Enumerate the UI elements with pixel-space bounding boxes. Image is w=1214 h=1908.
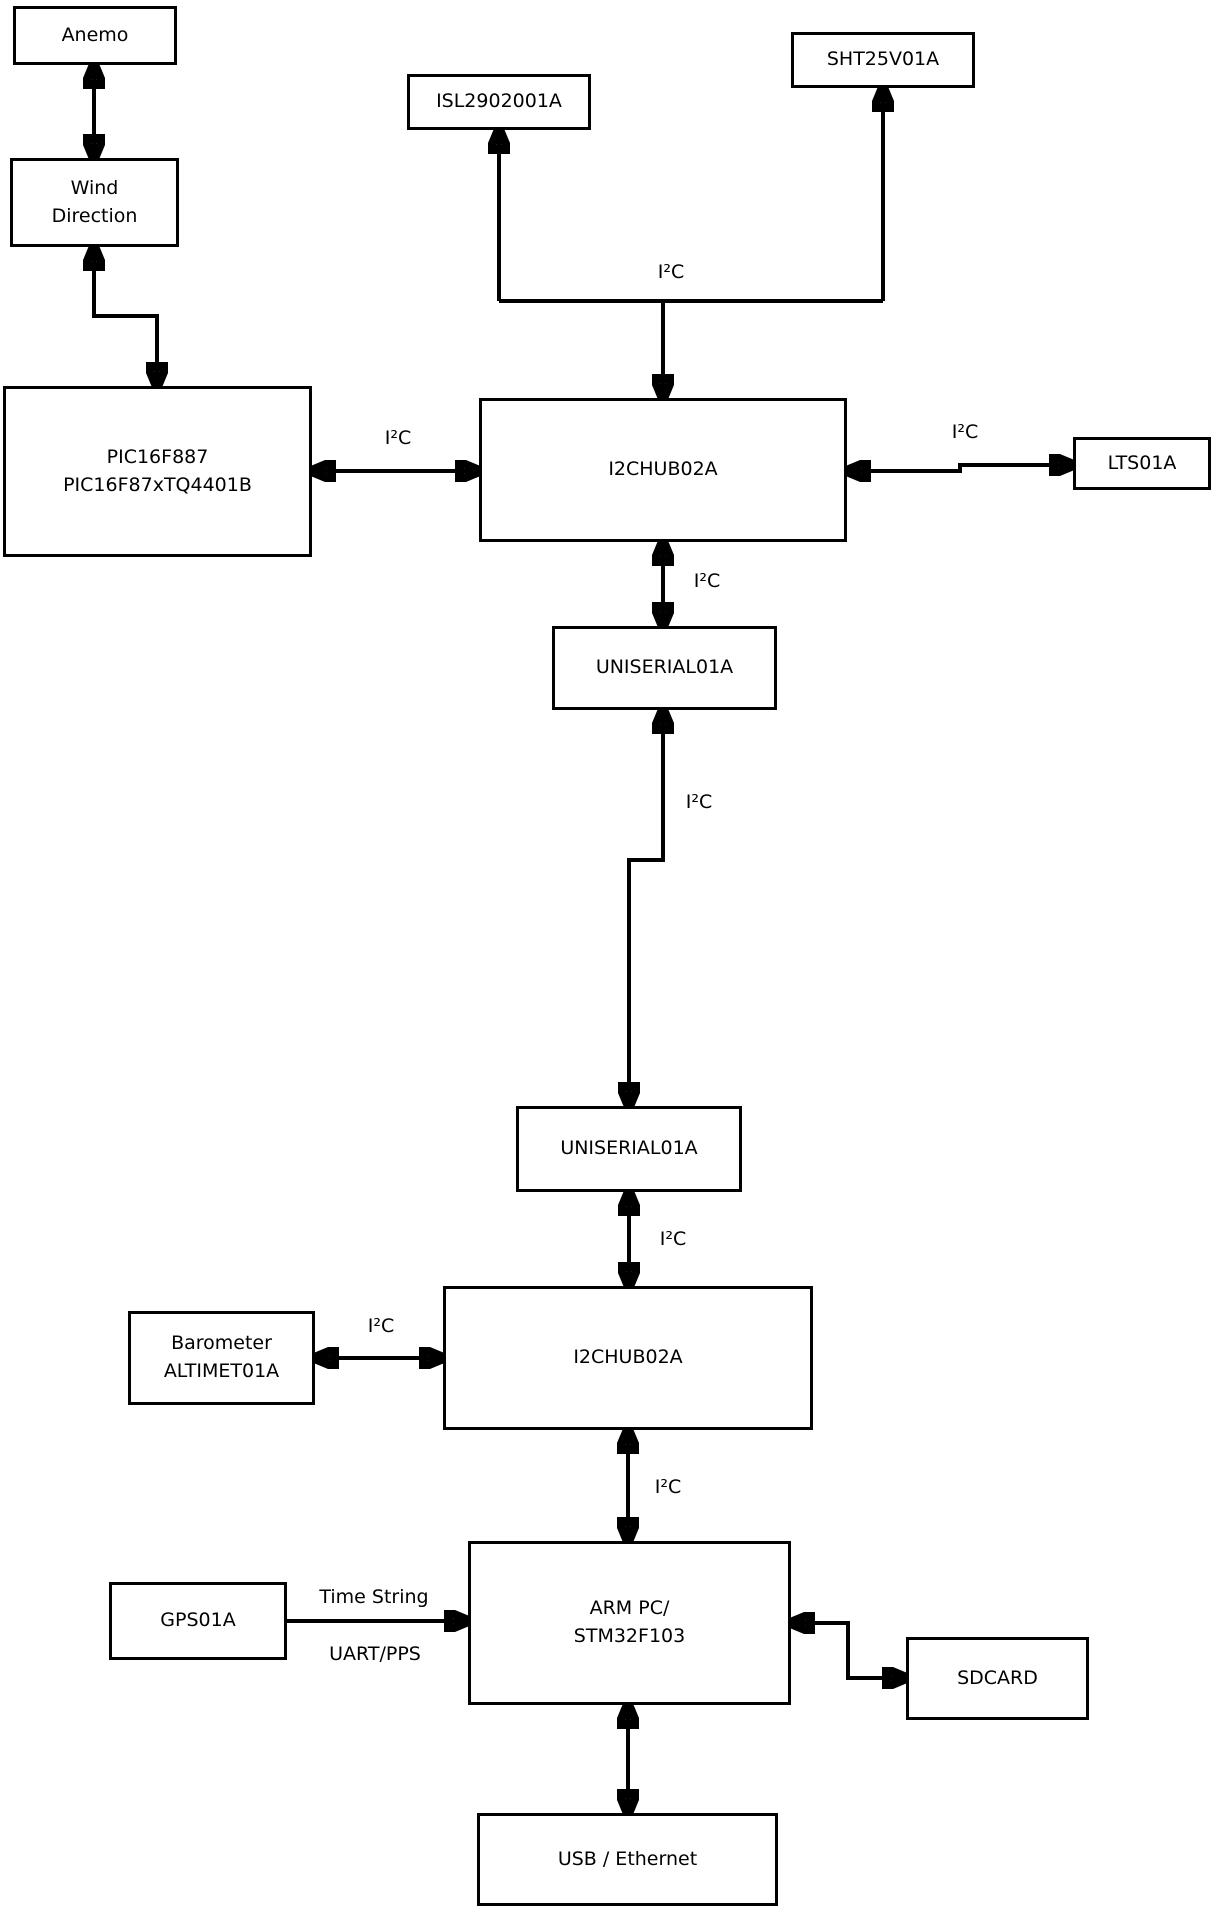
node-label: ALTIMET01A	[163, 1360, 280, 1382]
node-sht25v01a	[791, 32, 975, 88]
node-sdcard	[906, 1637, 1089, 1720]
node-label: UNISERIAL01A	[560, 1137, 698, 1160]
node-gps01a	[109, 1582, 287, 1660]
node-label: ISL2902001A	[436, 90, 562, 113]
node-label: I2CHUB02A	[573, 1346, 683, 1369]
node-anemo	[13, 6, 177, 65]
node-label: PIC16F887	[106, 445, 209, 468]
node-isl2902001a	[407, 74, 591, 130]
node-arm-pc-stm32f103	[468, 1541, 791, 1705]
node-i2chub02a-lower	[443, 1286, 813, 1430]
edge-label-uart-pps: UART/PPS	[329, 1643, 421, 1665]
edge-label-i2c-barometer-hub2: I²C	[367, 1315, 395, 1337]
node-lts01a	[1073, 437, 1211, 490]
edge-label-i2c-hub1-lts: I²C	[951, 421, 979, 443]
node-label: Wind	[70, 176, 119, 199]
connector-uniserial1-uniserial2	[629, 710, 663, 1106]
node-label: LTS01A	[1107, 451, 1177, 474]
node-i2chub02a-upper	[479, 398, 847, 542]
edge-label-i2c-uniserial2-hub2: I²C	[659, 1228, 687, 1250]
edge-label-i2c-uniserial1-uniserial2: I²C	[685, 791, 713, 813]
node-label: USB / Ethernet	[557, 1847, 698, 1870]
node-uniserial01a-lower	[516, 1106, 742, 1192]
connector-armpc-sdcard	[791, 1623, 906, 1678]
node-label: ARM PC/	[589, 1597, 670, 1620]
node-label: SHT25V01A	[826, 48, 940, 71]
node-wind-direction	[10, 158, 179, 247]
node-label: Barometer	[171, 1332, 272, 1355]
node-label: UNISERIAL01A	[595, 656, 734, 679]
node-label: I2CHUB02A	[608, 458, 718, 481]
edge-label-i2c-hub1-uniserial1: I²C	[693, 570, 721, 592]
node-label: GPS01A	[160, 1609, 236, 1632]
node-label: STM32F103	[573, 1625, 686, 1647]
node-label: PIC16F87xTQ4401B	[63, 473, 252, 496]
node-label: Direction	[51, 204, 138, 227]
edge-label-i2c-trunk: I²C	[657, 261, 685, 283]
node-label: SDCARD	[957, 1666, 1038, 1689]
node-uniserial01a-upper	[552, 626, 777, 710]
connector-wind-pic	[94, 247, 157, 386]
connector-hub1-lts	[847, 465, 1073, 471]
edge-label-i2c-pic-hub1: I²C	[384, 427, 412, 449]
edge-label-i2c-hub2-armpc: I²C	[654, 1476, 682, 1498]
edge-label-time-string: Time String	[319, 1586, 429, 1608]
node-label: Anemo	[61, 23, 129, 46]
node-usb-ethernet	[477, 1813, 778, 1906]
node-barometer-altimet01a	[128, 1311, 315, 1405]
node-pic16f887	[3, 386, 312, 557]
